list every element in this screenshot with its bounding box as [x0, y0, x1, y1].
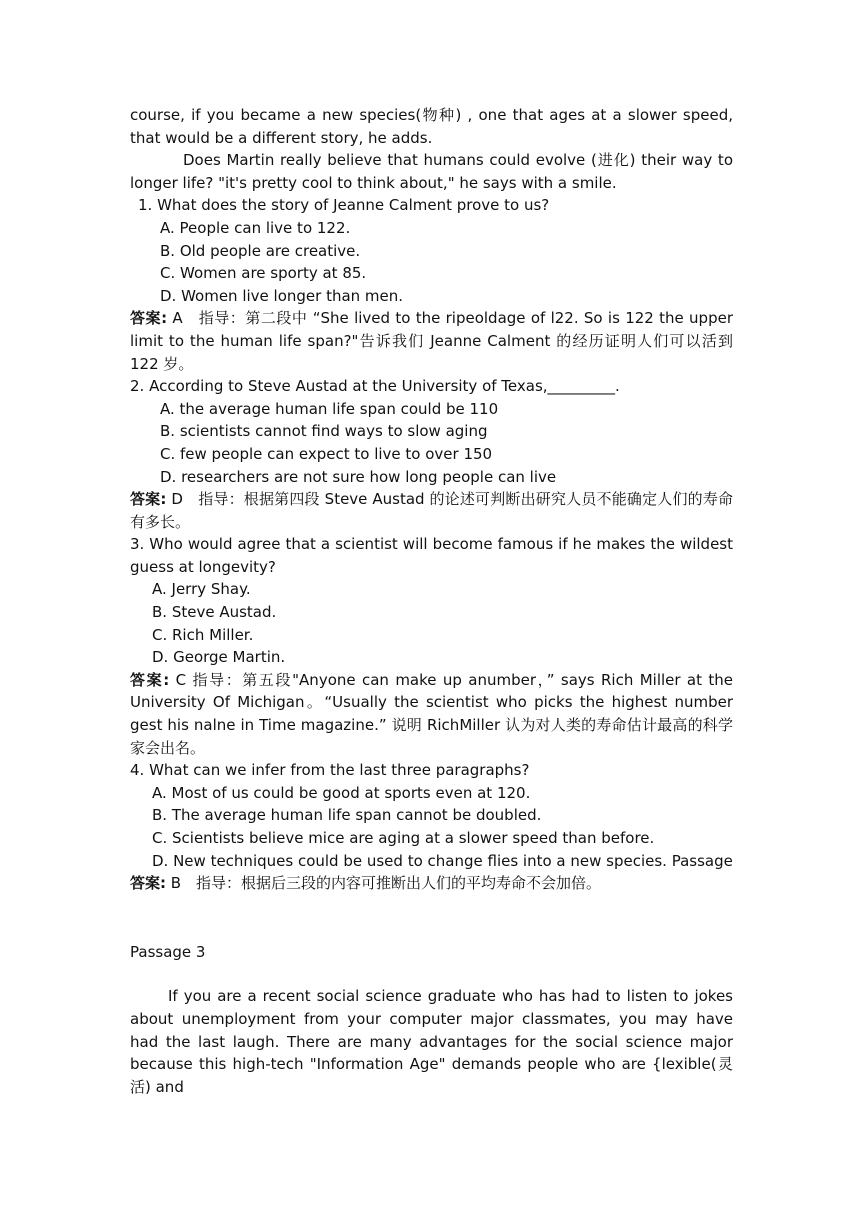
question-3-option-a: A. Jerry Shay.	[152, 580, 251, 599]
question-1-answer	[130, 307, 733, 375]
question-3-option-d: D. George Martin.	[152, 648, 286, 667]
question-2-option-a: A. the average human life span could be 110	[160, 399, 499, 418]
question-4-option-a: A. Most of us could be good at sports even at 120.	[152, 783, 531, 802]
spacer	[130, 895, 733, 941]
question-2-option-c: C. few people can expect to live to over 150	[160, 444, 493, 463]
question-2-option-b: B. scientists cannot find ways to slow aging	[160, 422, 488, 441]
question-2-stem: 2. According to Steve Austad at the University of Texas,_________.	[130, 377, 620, 396]
question-4-stem: 4. What can we infer from the last three paragraphs?	[130, 761, 530, 780]
question-2-option-d: D. researchers are not sure how long people can live	[160, 467, 557, 486]
passage-3-paragraph: If you are a recent social science graduate who has had to listen to jokes about unemployment from your computer major classmates, you may have had the last laugh. There are many advantages for the social science major because this high-tech "Information Age" demands people who are {lexible(灵活) and	[130, 987, 733, 1096]
document-page	[130, 104, 733, 1098]
answer-label: 答案:	[130, 874, 166, 893]
question-3-answer	[130, 669, 733, 759]
passage-heading: Passage 3	[130, 942, 206, 961]
question-3-option-c: C. Rich Miller.	[152, 625, 254, 644]
question-3-option-b: B. Steve Austad.	[152, 603, 277, 622]
answer-text: C 指导：第五段"Anyone can make up anumber，” says Rich Miller at the University Of Michigan。“Usually the scientist who picks the highest number gest his nalne in Time magazine.” 说明 RichMiller 认为对人类的寿命估计最高的科学家会出名。	[130, 670, 733, 757]
answer-text: B 指导：根据后三段的内容可推断出人们的平均寿命不会加倍。	[166, 874, 602, 893]
question-4-option-c: C. Scientists believe mice are aging at a slower speed than before.	[152, 829, 655, 847]
question-3-stem: 3. Who would agree that a scientist will become famous if he makes the wildest guess at longevity?	[130, 535, 733, 576]
question-1-stem: 1. What does the story of Jeanne Calment prove to us?	[138, 196, 550, 215]
paragraph-continuation: course, if you became a new species(物种) , one that ages at a slower speed, that would be a different story, he adds.	[130, 106, 733, 147]
answer-text: D 指导：根据第四段 Steve Austad 的论述可判断出研究人员不能确定人们的寿命有多长。	[130, 490, 733, 531]
question-1-option-c: C. Women are sporty at 85.	[160, 264, 367, 283]
question-1-option-b: B. Old people are creative.	[160, 241, 361, 260]
answer-text: A 指导：第二段中 “She lived to the ripeoldage of l22. So is 122 the upper limit to the human life span?"告诉我们 Jeanne Calment 的经历证明人们可以活到 122 岁。	[130, 309, 733, 373]
answer-label: 答案:	[130, 670, 170, 689]
question-4-option-b: B. The average human life span cannot be doubled.	[152, 806, 542, 825]
question-4-option-d: D. New techniques could be used to change flies into a new species. Passage	[152, 851, 733, 870]
question-2-answer	[130, 488, 733, 533]
spacer	[130, 963, 733, 985]
question-1-option-a: A. People can live to 122.	[160, 218, 351, 237]
question-4-answer	[130, 872, 733, 895]
question-1-option-d: D. Women live longer than men.	[160, 286, 404, 305]
answer-label: 答案:	[130, 309, 168, 328]
answer-label: 答案:	[130, 490, 167, 509]
paragraph-martin: Does Martin really believe that humans could evolve (进化) their way to longer life? "it's pretty cool to think about," he says with a smile.	[130, 151, 733, 192]
